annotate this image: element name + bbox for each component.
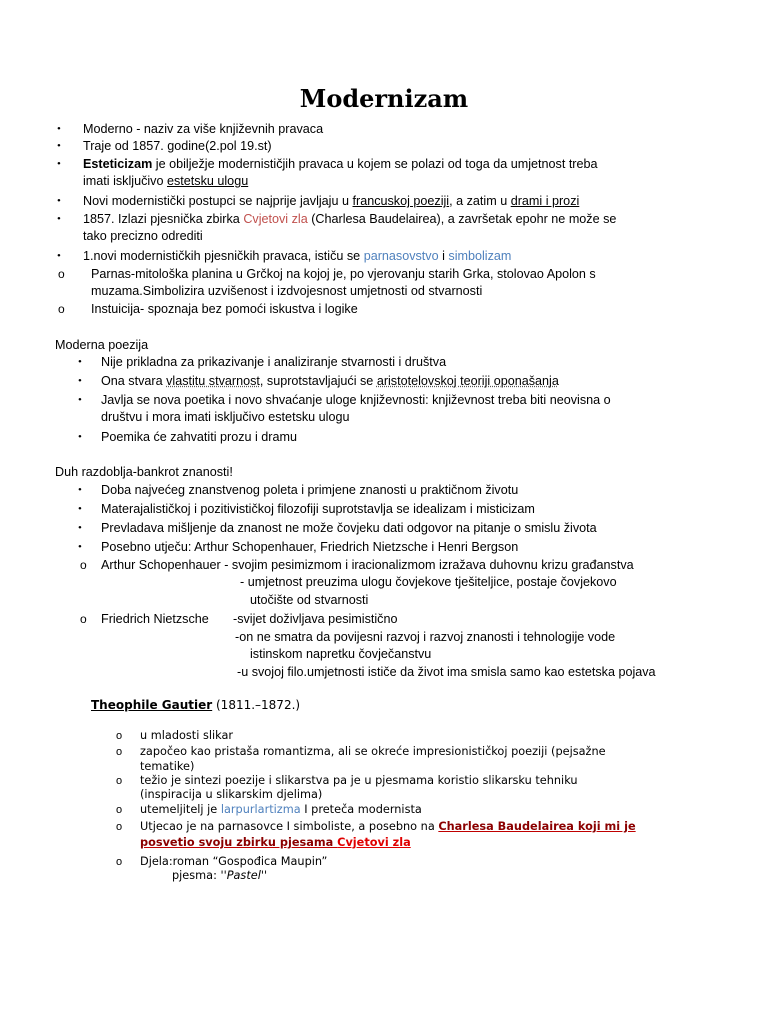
- term-vlastitu-stvarnost: vlastitu stvarnost: [166, 374, 260, 388]
- gautier-item-5: Utjecao je na parnasovce I simboliste, a posebno na Charlesa Baudelairea koji mi je: [140, 820, 636, 833]
- intro-item-6: 1.novi modernističkih pjesničkih pravaca, ističu se parnasovstvo i simbolizam: [83, 249, 512, 263]
- term-parnasovstvo: parnasovstvo: [363, 249, 439, 263]
- schopenhauer-3: utočište od stvarnosti: [250, 593, 369, 607]
- gautier-item-3-cont: (inspiracija u slikarskim djelima): [140, 788, 323, 801]
- bullet: •: [57, 213, 61, 225]
- bullet: •: [78, 484, 82, 496]
- circle-bullet: o: [58, 302, 65, 316]
- section-heading-moderna: Moderna poezija: [55, 338, 149, 352]
- gautier-item-2-cont: tematike): [140, 760, 195, 773]
- gautier-item-1: u mladosti slikar: [140, 729, 234, 742]
- intro-item-2: Traje od 1857. godine(2.pol 19.st): [83, 139, 272, 153]
- link-francuskoj-poeziji[interactable]: francuskoj poeziji: [352, 194, 450, 208]
- bullet: •: [78, 522, 82, 534]
- term-esteticizam: Esteticizam: [83, 157, 153, 171]
- nietzsche-3: istinskom napretku čovječanstvu: [250, 647, 432, 661]
- nietzsche-name: Friedrich Nietzsche: [101, 612, 209, 626]
- bullet: •: [57, 195, 61, 207]
- intro-item-1: Moderno - naziv za više književnih pravaca: [83, 122, 324, 136]
- circle-bullet: o: [116, 804, 123, 816]
- term-aristotelovskoj-teoriji: aristotelovskoj teoriji oponašanja: [376, 374, 559, 388]
- bullet: •: [78, 394, 82, 406]
- duh-item-3: Prevladava mišljenje da znanost ne može čovjeku dati odgovor na pitanje o smislu života: [101, 521, 597, 535]
- moderna-item-3: Javlja se nova poetika i novo shvaćanje uloge književnosti: književnost treba biti neovisna o: [101, 393, 611, 407]
- page-title: Modernizam: [299, 84, 469, 113]
- circle-bullet: o: [116, 730, 123, 742]
- circle-bullet: o: [80, 612, 87, 626]
- intro-item-5: 1857. Izlazi pjesnička zbirka Cvjetovi zla (Charlesa Baudelairea), a završetak epohr ne može se: [83, 212, 617, 226]
- bullet: •: [57, 250, 61, 262]
- bullet: •: [78, 541, 82, 553]
- circle-bullet: o: [116, 775, 123, 787]
- circle-bullet: o: [116, 856, 123, 868]
- intro-item-3-cont: imati isključivo estetsku ulogu: [83, 174, 249, 188]
- gautier-item-4: utemeljitelj je larpurlartizma I preteča modernista: [140, 803, 422, 816]
- moderna-item-3-cont: društvu i mora imati isključivo estetsku ulogu: [101, 410, 350, 424]
- link-estetsku-ulogu[interactable]: estetsku ulogu: [166, 174, 249, 188]
- link-posvetio[interactable]: posvetio svoju zbirku pjesama: [140, 836, 338, 849]
- duh-item-1: Doba najvećeg znanstvenog poleta i primjene znanosti u praktičnom životu: [101, 483, 519, 497]
- title-cvjetovi-zla: Cvjetovi zla: [243, 212, 308, 226]
- intro-sub-1-cont: muzama.Simbolizira uzvišenost i izdvojesnost umjetnosti od stvarnosti: [91, 284, 483, 298]
- gautier-item-3: težio je sintezi poezije i slikarstva pa je u pjesmama koristio slikarsku tehniku: [140, 774, 578, 787]
- bullet: •: [57, 123, 61, 135]
- title-pastel: ''Pastel'': [220, 869, 268, 882]
- schopenhauer-2: - umjetnost preuzima ulogu čovjekove tješiteljice, postaje čovjekovo: [240, 575, 617, 589]
- moderna-item-1: Nije prikladna za prikazivanje i analiziranje stvarnosti i društva: [101, 355, 447, 369]
- circle-bullet: o: [116, 746, 123, 758]
- intro-sub-1: Parnas-mitološka planina u Grčkoj na kojoj je, po vjerovanju starih Grka, stolovao Apolon s: [91, 267, 596, 281]
- gautier-item-2: započeo kao pristaša romantizma, ali se okreće impresionističkoj poeziji (pejsažne: [140, 745, 606, 758]
- duh-item-2: Materajalističkoj i pozitivističkoj filozofiji suprotstavlja se idealizam i misticizam: [101, 502, 535, 516]
- gautier-item-5-cont: [140, 834, 411, 851]
- term-simbolizam: simbolizam: [448, 249, 512, 263]
- gautier-heading: Theophile Gautier (1811.–1872.): [91, 698, 301, 712]
- link-baudelaire[interactable]: Charlesa Baudelairea koji mi je: [438, 820, 636, 833]
- bullet: •: [78, 356, 82, 368]
- duh-item-4: Posebno utječu: Arthur Schopenhauer, Friedrich Nietzsche i Henri Bergson: [101, 540, 519, 554]
- title-cvjetovi-zla-2[interactable]: Cvjetovi zla: [337, 836, 411, 849]
- intro-item-3: Esteticizam je obilježje modernističjih pravaca u kojem se polazi od toga da umjetnost treba: [83, 157, 598, 171]
- bullet: •: [57, 140, 61, 152]
- intro-item-5-cont: tako precizno odrediti: [83, 229, 203, 243]
- gautier-item-7: pjesma: ''Pastel'': [172, 869, 268, 882]
- intro-sub-2: Instuicija- spoznaja bez pomoći iskustva i logike: [91, 302, 358, 316]
- link-drami-i-prozi[interactable]: drami i prozi: [510, 194, 580, 208]
- circle-bullet: o: [58, 267, 65, 281]
- bullet: •: [78, 503, 82, 515]
- moderna-item-2: Ona stvara vlastitu stvarnost, suprotstavljajući se aristotelovskoj teoriji oponašanja: [101, 374, 559, 388]
- bullet: •: [78, 375, 82, 387]
- bullet: •: [57, 158, 61, 170]
- intro-item-4: Novi modernistički postupci se najprije javljaju u francuskoj poeziji, a zatim u drami i prozi: [83, 194, 580, 208]
- bullet: •: [78, 431, 82, 443]
- nietzsche-1: -svijet doživljava pesimistično: [233, 612, 398, 626]
- section-heading-duh: Duh razdoblja-bankrot znanosti!: [55, 465, 233, 479]
- gautier-name: Theophile Gautier: [91, 698, 213, 712]
- nietzsche-4: -u svojoj filo.umjetnosti ističe da život ima smisla samo kao estetska pojava: [237, 665, 656, 679]
- circle-bullet: o: [80, 558, 87, 572]
- circle-bullet: o: [116, 821, 123, 833]
- nietzsche-2: -on ne smatra da povijesni razvoj i razvoj znanosti i tehnologije vode: [235, 630, 616, 644]
- term-larpurlartizma: larpurlartizma: [220, 803, 301, 816]
- schopenhauer-1: Arthur Schopenhauer - svojim pesimizmom i iracionalizmom izražava duhovnu krizu građanstva: [101, 558, 634, 572]
- gautier-item-6: Djela:roman “Gospođica Maupin”: [140, 855, 328, 868]
- moderna-item-4: Poemika će zahvatiti prozu i dramu: [101, 430, 297, 444]
